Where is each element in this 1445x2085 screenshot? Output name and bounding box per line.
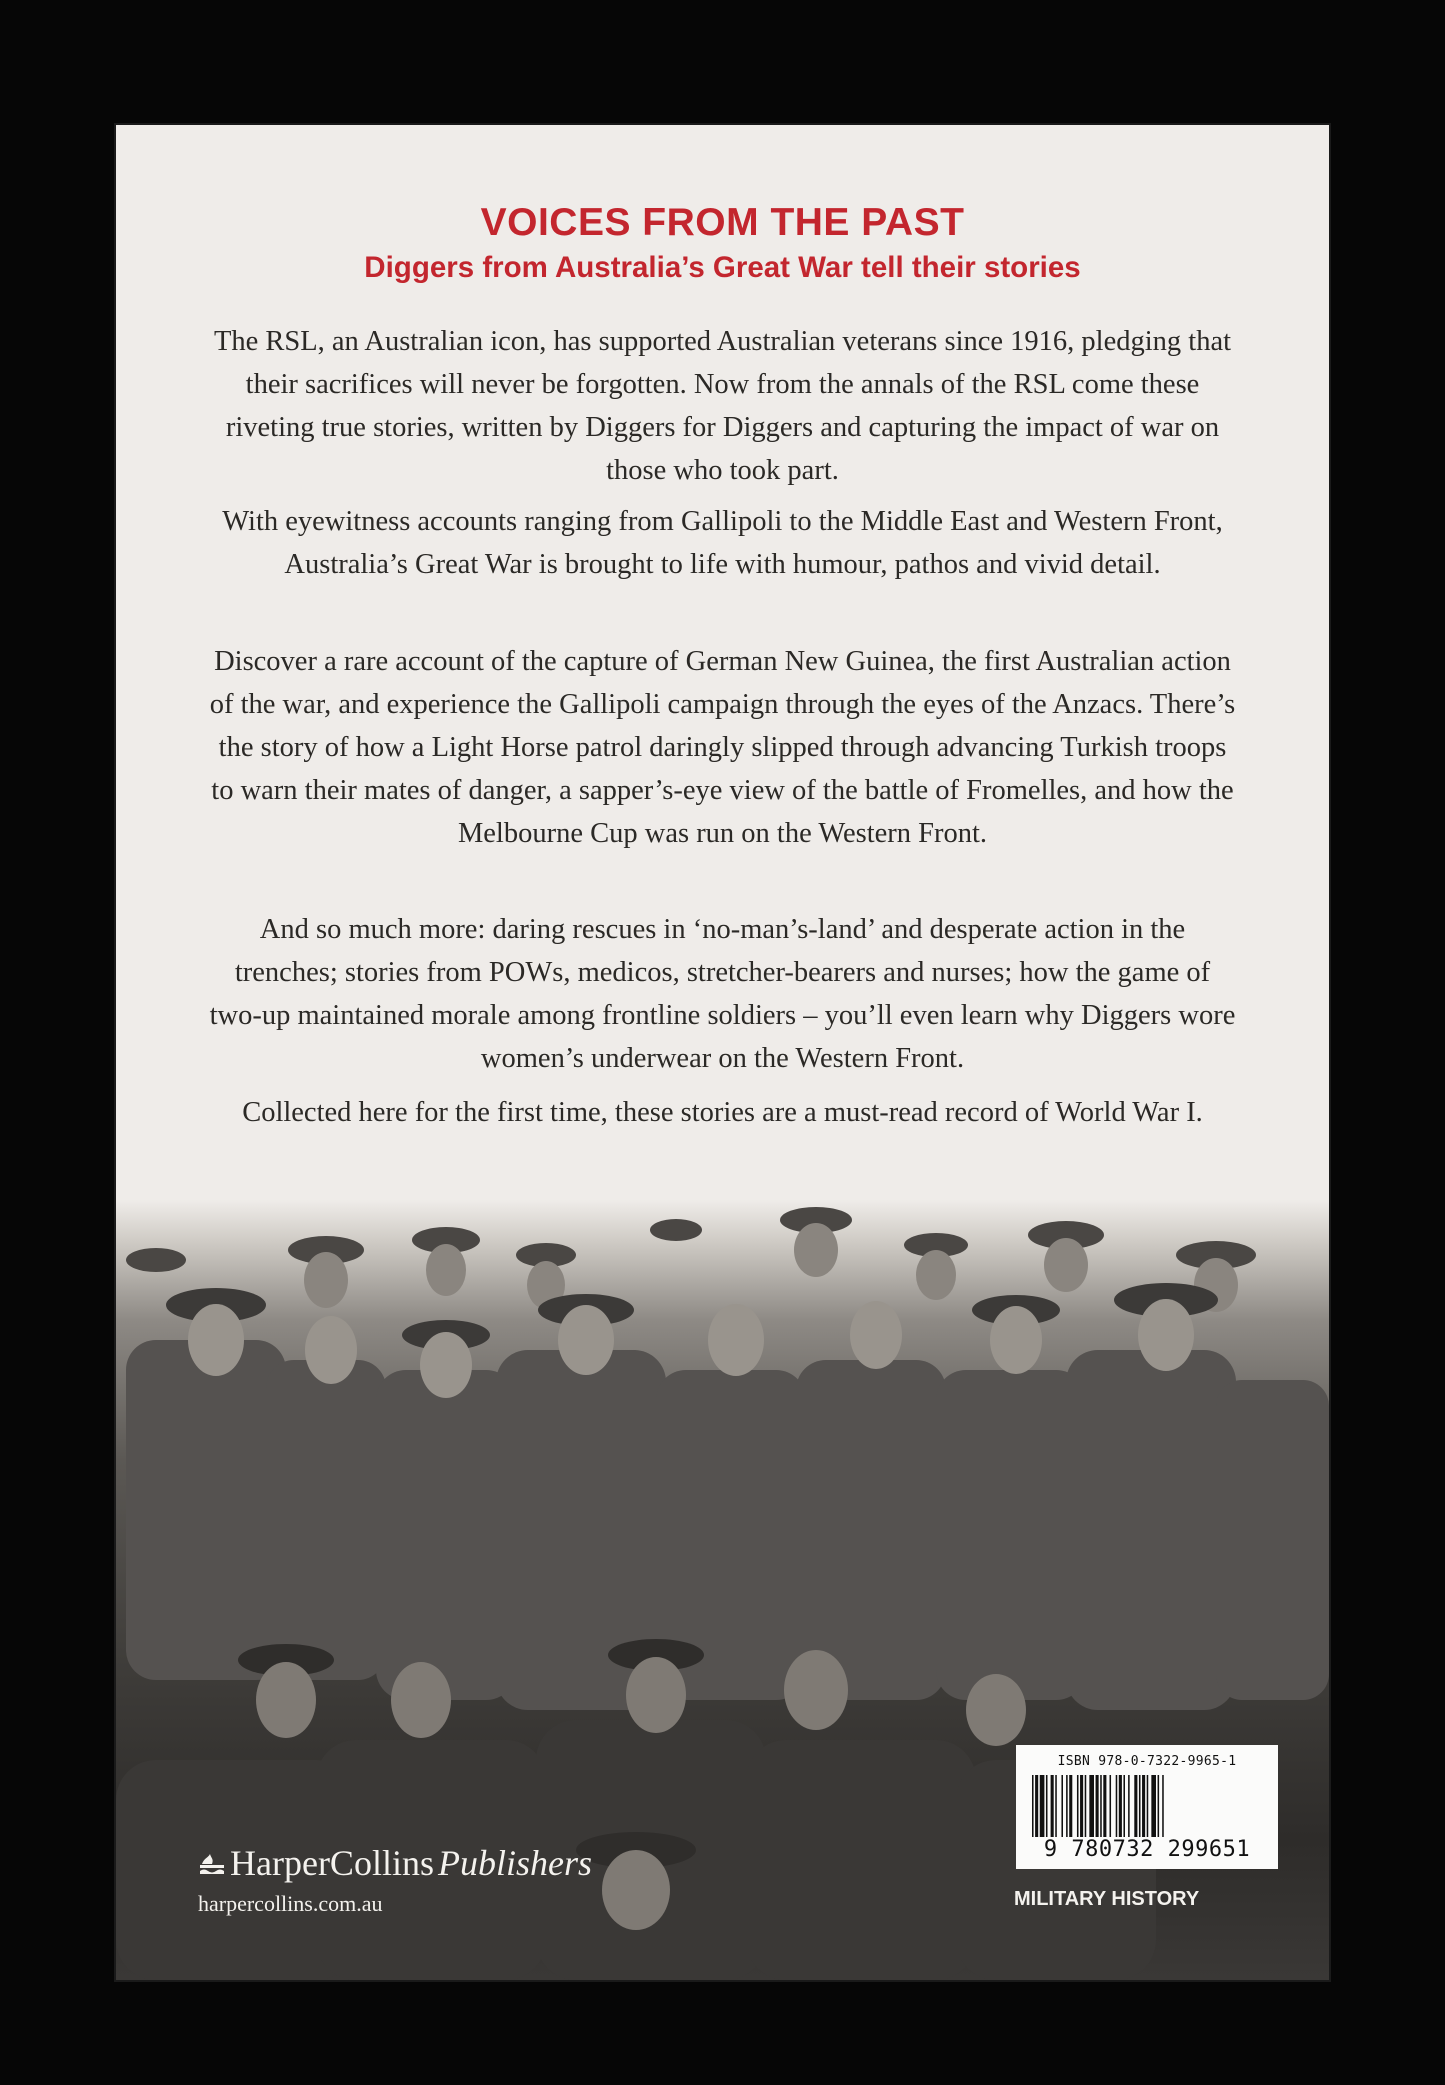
- publisher-name: HarperCollins: [230, 1843, 434, 1883]
- blurb-paragraph-5: Collected here for the first time, these stories are a must-read record of World War I.: [242, 1097, 1203, 1128]
- book-back-cover: [116, 125, 1329, 1980]
- publisher-logo: [198, 1842, 592, 1884]
- blurb-paragraph-2: With eyewitness accounts ranging from Gallipoli to the Middle East and Western Front, Australia’s Great War is brought to life with humour, pathos and vivid detail.: [222, 506, 1223, 580]
- barcode-icon: [1032, 1775, 1262, 1837]
- blurb-paragraph-3: Discover a rare account of the capture of German New Guinea, the first Australian action of the war, and experience the Gallipoli campaign through the eyes of the Anzacs. There’s the story of how a Light Horse patrol daringly slipped through advancing Turkish troops to warn their mates of danger, a sapper’s-eye view of the battle of Fromelles, and how the Melbourne Cup was run on the Western Front.: [209, 646, 1236, 849]
- book-category: MILITARY HISTORY: [1014, 1888, 1200, 1910]
- publisher-suffix: Publishers: [437, 1843, 592, 1883]
- blurb-paragraph-1: The RSL, an Australian icon, has supported Australian veterans since 1916, pledging that their sacrifices will never be forgotten. Now from the annals of the RSL come these riveting true stories, written by Diggers for Diggers and capturing the impact of war on those who took part.: [213, 326, 1232, 486]
- barcode-digits: 9 780732 299651: [1043, 1837, 1251, 1862]
- publisher-website: harpercollins.com.au: [198, 1891, 383, 1916]
- blurb-paragraph-4: And so much more: daring rescues in ‘no-man’s-land’ and desperate action in the trenches; stories from POWs, medicos, stretcher-bearers and nurses; how the game of two-up maintained morale among frontline soldiers – you’ll even learn why Diggers wore women’s underwear on the Western Front.: [209, 914, 1236, 1074]
- isbn-text: ISBN 978-0-7322-9965-1: [1057, 1754, 1237, 1769]
- cover-headline: VOICES FROM THE PAST: [480, 201, 965, 244]
- isbn-barcode: [1016, 1745, 1278, 1869]
- harpercollins-fire-water-logo-icon: [198, 1850, 226, 1876]
- cover-subheadline: Diggers from Australia’s Great War tell their stories: [364, 251, 1081, 284]
